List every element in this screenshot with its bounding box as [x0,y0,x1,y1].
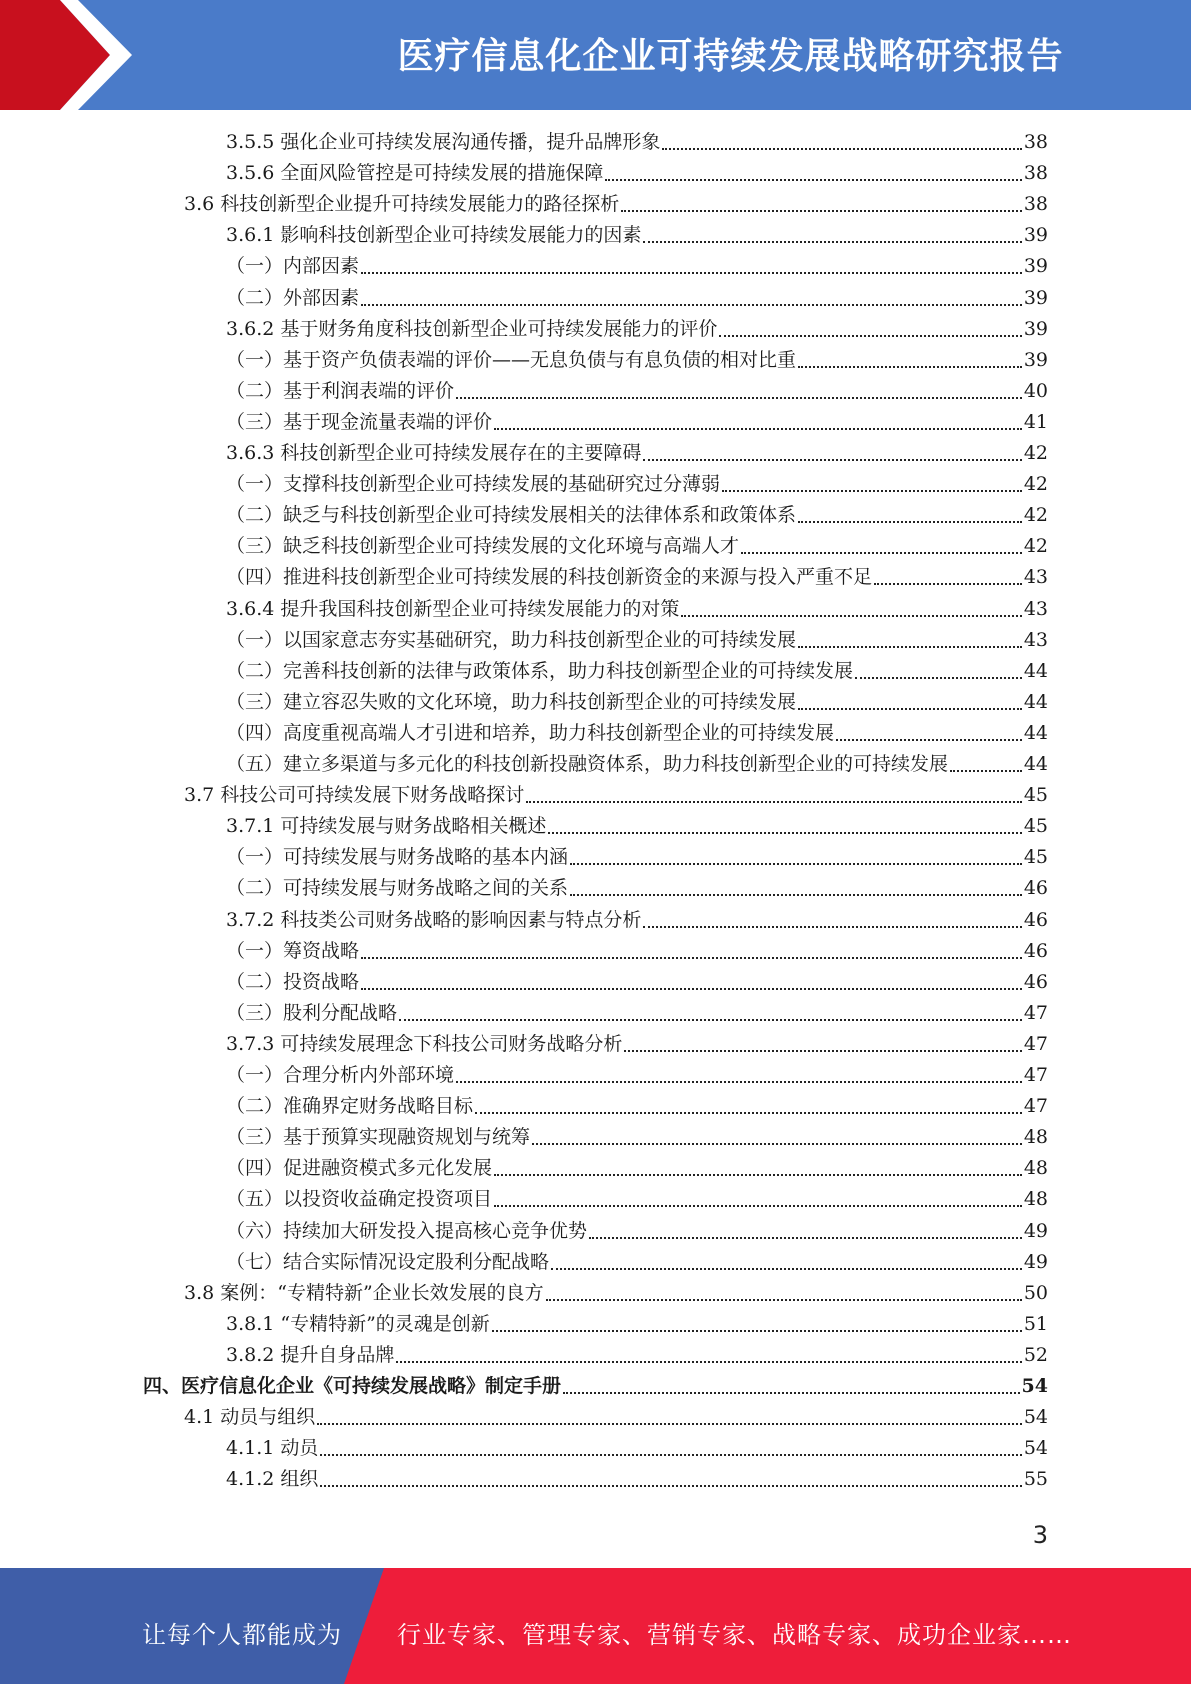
footer-slogan-left: 让每个人都能成为 [142,1621,342,1649]
toc-entry-label: （三）基于现金流量表端的评价 [226,410,493,433]
toc-entry-page: 39 [1023,348,1048,371]
toc-entry-page: 54 [1023,1437,1048,1460]
toc-entry-page: 42 [1023,473,1048,496]
toc-leader-dots [798,690,1022,710]
toc-leader-dots [643,223,1021,243]
toc-leader-dots [681,597,1021,617]
toc-entry-page: 44 [1023,753,1048,775]
toc-entry[interactable] [226,1122,1048,1153]
toc-entry-label: 3.7.1 可持续发展与财务战略相关概述 [226,815,547,838]
toc-leader-dots [361,970,1022,990]
toc-entry-page: 42 [1023,442,1048,464]
toc-entry-label: （二）基于利润表端的评价 [226,379,455,402]
toc-entry[interactable] [226,1433,1048,1464]
toc-entry[interactable] [184,1402,1048,1433]
toc-entry[interactable] [226,905,1048,936]
toc-entry[interactable] [184,780,1048,811]
toc-entry-label: 3.6 科技创新型企业提升可持续发展能力的路径探析 [184,193,620,216]
toc-entry-label: 3.8 案例：“专精特新”企业长效发展的良方 [184,1281,544,1304]
toc-entry-page: 51 [1023,1312,1048,1335]
toc-entry-label: （一）筹资战略 [226,939,360,962]
toc-leader-dots [320,1467,1021,1487]
toc-entry-page: 50 [1023,1281,1048,1304]
toc-leader-dots [605,161,1021,181]
toc-leader-dots [320,1436,1021,1456]
toc-entry-label: （三）缺乏科技创新型企业可持续发展的文化环境与高端人才 [226,535,740,558]
toc-entry-page: 47 [1023,1032,1048,1055]
toc-entry-label: （六）持续加大研发投入提高核心竞争优势 [226,1219,588,1242]
toc-leader-dots [526,783,1022,803]
toc-entry-page: 45 [1023,846,1048,869]
toc-entry[interactable] [226,376,1048,407]
toc-entry-page: 43 [1023,566,1048,589]
toc-leader-dots [551,1250,1022,1270]
toc-entry-page: 47 [1023,1064,1048,1086]
toc-entry-label: （一）以国家意志夯实基础研究，助力科技创新型企业的可持续发展 [226,628,797,651]
toc-entry-label: （二）投资战略 [226,970,360,993]
toc-entry-page: 46 [1023,877,1048,900]
toc-entry-label: 3.5.5 强化企业可持续发展沟通传播，提升品牌形象 [226,131,661,153]
toc-entry-label: （七）结合实际情况设定股利分配战略 [226,1250,550,1273]
page-header [0,0,1191,110]
toc-entry-page: 40 [1023,379,1048,402]
toc-entry[interactable] [226,220,1048,251]
toc-entry[interactable] [226,873,1048,904]
toc-entry[interactable] [226,1247,1048,1278]
toc-leader-dots [950,752,1022,772]
toc-entry-page: 38 [1023,131,1048,153]
toc-leader-dots [475,1094,1022,1114]
toc-entry-label: （五）建立多渠道与多元化的科技创新投融资体系，助力科技创新型企业的可持续发展 [226,753,949,775]
toc-entry[interactable] [226,1153,1048,1184]
toc-entry-page: 44 [1023,721,1048,744]
toc-entry-label: 3.8.1 “专精特新”的灵魂是创新 [226,1312,490,1335]
toc-entry[interactable] [226,407,1048,438]
toc-entry-page: 48 [1023,1126,1048,1149]
toc-entry-label: （三）基于预算实现融资规划与统筹 [226,1126,531,1149]
toc-entry[interactable] [226,1340,1048,1371]
toc-entry-label: 3.6.2 基于财务角度科技创新型企业可持续发展能力的评价 [226,317,718,340]
toc-leader-dots [317,1405,1022,1425]
toc-entry[interactable] [226,594,1048,625]
toc-leader-dots [621,192,1022,212]
toc-entry-page: 41 [1023,410,1048,433]
toc-leader-dots [643,441,1021,461]
toc-entry[interactable] [226,687,1048,718]
toc-entry-page: 39 [1023,286,1048,309]
toc-entry-label: （一）支撑科技创新型企业可持续发展的基础研究过分薄弱 [226,473,721,496]
toc-entry-label: （一）基于资产负债表端的评价——无息负债与有息负债的相对比重 [226,348,797,371]
toc-entry[interactable] [226,500,1048,531]
toc-entry-page: 45 [1023,815,1048,838]
toc-entry-page: 46 [1023,970,1048,993]
toc-entry-page: 47 [1023,1095,1048,1118]
toc-entry-page: 46 [1023,908,1048,931]
toc-entry-label: 3.7 科技公司可持续发展下财务战略探讨 [184,784,525,807]
toc-entry[interactable] [226,967,1048,998]
toc-entry-label: （四）推进科技创新型企业可持续发展的科技创新资金的来源与投入严重不足 [226,566,873,589]
toc-leader-dots [396,1343,1021,1363]
toc-leader-dots [589,1219,1022,1239]
toc-entry[interactable] [226,283,1048,314]
toc-entry-page: 39 [1023,255,1048,278]
toc-entry[interactable] [226,1216,1048,1247]
toc-entry-label: （四）促进融资模式多元化发展 [226,1157,493,1180]
toc-entry-label: 3.7.3 可持续发展理念下科技公司财务战略分析 [226,1032,623,1055]
toc-entry-page: 54 [1023,1406,1048,1429]
toc-entry[interactable] [226,749,1048,780]
toc-entry-page: 39 [1023,317,1048,340]
toc-leader-dots [494,1187,1022,1207]
toc-entry[interactable] [184,189,1048,220]
toc-entry[interactable] [226,1184,1048,1215]
toc-leader-dots [624,1032,1021,1052]
toc-entry[interactable] [226,625,1048,656]
toc-entry[interactable] [226,936,1048,967]
toc-leader-dots [548,814,1021,834]
toc-entry-label: （三）股利分配战略 [226,1001,398,1024]
report-title: 医疗信息化企业可持续发展战略研究报告 [397,36,1064,77]
toc-entry-label: 3.5.6 全面风险管控是可持续发展的措施保障 [226,162,604,185]
toc-entry-page: 43 [1023,597,1048,620]
toc-entry-label: 3.6.1 影响科技创新型企业可持续发展能力的因素 [226,224,642,247]
toc-leader-dots [874,565,1022,585]
toc-leader-dots [563,1374,1020,1394]
toc-entry-page: 52 [1023,1343,1048,1366]
toc-entry-label: 4.1.1 动员 [226,1437,319,1460]
toc-entry-page: 38 [1023,193,1048,216]
toc-entry[interactable] [226,127,1048,158]
toc-entry[interactable] [226,1029,1048,1060]
toc-entry[interactable] [226,345,1048,376]
toc-entry[interactable] [143,1371,1048,1402]
toc-entry-page: 46 [1023,939,1048,962]
toc-entry[interactable] [184,1278,1048,1309]
toc-entry[interactable] [226,718,1048,749]
toc-leader-dots [456,379,1022,399]
toc-entry[interactable] [226,158,1048,189]
toc-entry[interactable] [226,438,1048,469]
toc-entry[interactable] [226,1091,1048,1122]
toc-leader-dots [361,286,1022,306]
toc-entry-page: 48 [1023,1157,1048,1180]
toc-entry-label: （二）可持续发展与财务战略之间的关系 [226,877,569,900]
toc-leader-dots [722,472,1022,492]
toc-leader-dots [361,939,1022,959]
toc-leader-dots [456,1063,1022,1083]
toc-entry-label: 3.6.3 科技创新型企业可持续发展存在的主要障碍 [226,442,642,464]
toc-leader-dots [494,410,1022,430]
toc-entry-page: 43 [1023,628,1048,651]
toc-entry-label: （二）缺乏与科技创新型企业可持续发展相关的法律体系和政策体系 [226,504,797,527]
toc-entry-label: （四）高度重视高端人才引进和培养，助力科技创新型企业的可持续发展 [226,721,835,744]
toc-leader-dots [836,721,1022,741]
toc-entry-page: 45 [1023,784,1048,807]
toc-entry-label: 3.6.4 提升我国科技创新型企业可持续发展能力的对策 [226,597,680,620]
toc-entry[interactable] [226,842,1048,873]
toc-leader-dots [399,1001,1022,1021]
toc-entry[interactable] [226,998,1048,1029]
toc-entry-label: （一）内部因素 [226,255,360,278]
toc-leader-dots [741,534,1022,554]
toc-entry-label: （三）建立容忍失败的文化环境，助力科技创新型企业的可持续发展 [226,690,797,713]
page-number: 3 [1032,1521,1048,1549]
toc-entry-label: （一）合理分析内外部环境 [226,1064,455,1086]
footer-slogan-right: 行业专家、管理专家、营销专家、战略专家、成功企业家…… [397,1621,1072,1649]
toc-leader-dots [494,1156,1022,1176]
toc-leader-dots [532,1125,1022,1145]
toc-entry-label: （二）准确界定财务战略目标 [226,1095,474,1118]
toc-leader-dots [798,348,1022,368]
toc-entry-label: （二）外部因素 [226,286,360,309]
toc-leader-dots [798,503,1022,523]
toc-entry-label: 4.1.2 组织 [226,1468,319,1491]
toc-entry-page: 39 [1023,224,1048,247]
toc-entry-label: 四、医疗信息化企业《可持续发展战略》制定手册 [143,1375,562,1397]
toc-entry[interactable] [226,656,1048,687]
toc-leader-dots [546,1281,1022,1301]
toc-entry[interactable] [226,469,1048,500]
toc-entry-page: 54 [1021,1375,1048,1397]
toc-entry-page: 42 [1023,504,1048,527]
toc-entry-page: 49 [1023,1250,1048,1273]
toc-entry-label: （二）完善科技创新的法律与政策体系，助力科技创新型企业的可持续发展 [226,659,854,682]
toc-entry[interactable] [226,1060,1048,1091]
toc-entry[interactable] [226,1309,1048,1340]
toc-leader-dots [798,628,1022,648]
toc-leader-dots [492,1312,1022,1332]
toc-entry-label: 3.7.2 科技类公司财务战略的影响因素与特点分析 [226,908,642,931]
toc-entry-page: 48 [1023,1188,1048,1211]
toc-leader-dots [570,876,1022,896]
toc-entry[interactable] [226,314,1048,345]
toc-leader-dots [643,908,1021,928]
toc-leader-dots [662,130,1021,150]
toc-entry-page: 55 [1023,1468,1048,1491]
toc-leader-dots [361,254,1022,274]
toc-entry[interactable] [226,531,1048,562]
toc-entry[interactable] [226,811,1048,842]
toc-entry-label: （五）以投资收益确定投资项目 [226,1188,493,1211]
toc-entry-page: 47 [1023,1001,1048,1024]
toc-entry-page: 38 [1023,162,1048,185]
toc-entry-page: 49 [1023,1219,1048,1242]
toc-entry-page: 44 [1023,659,1048,682]
toc-entry[interactable] [226,1464,1048,1495]
toc-entry-page: 44 [1023,690,1048,713]
toc-entry[interactable] [226,562,1048,593]
toc-entry-label: 4.1 动员与组织 [184,1406,316,1429]
toc-leader-dots [570,845,1022,865]
toc-leader-dots [719,317,1021,337]
toc-leader-dots [855,659,1022,679]
toc-entry-label: （一）可持续发展与财务战略的基本内涵 [226,846,569,869]
toc-entry[interactable] [226,251,1048,282]
toc-entry-label: 3.8.2 提升自身品牌 [226,1343,395,1366]
toc-entry-page: 42 [1023,535,1048,558]
